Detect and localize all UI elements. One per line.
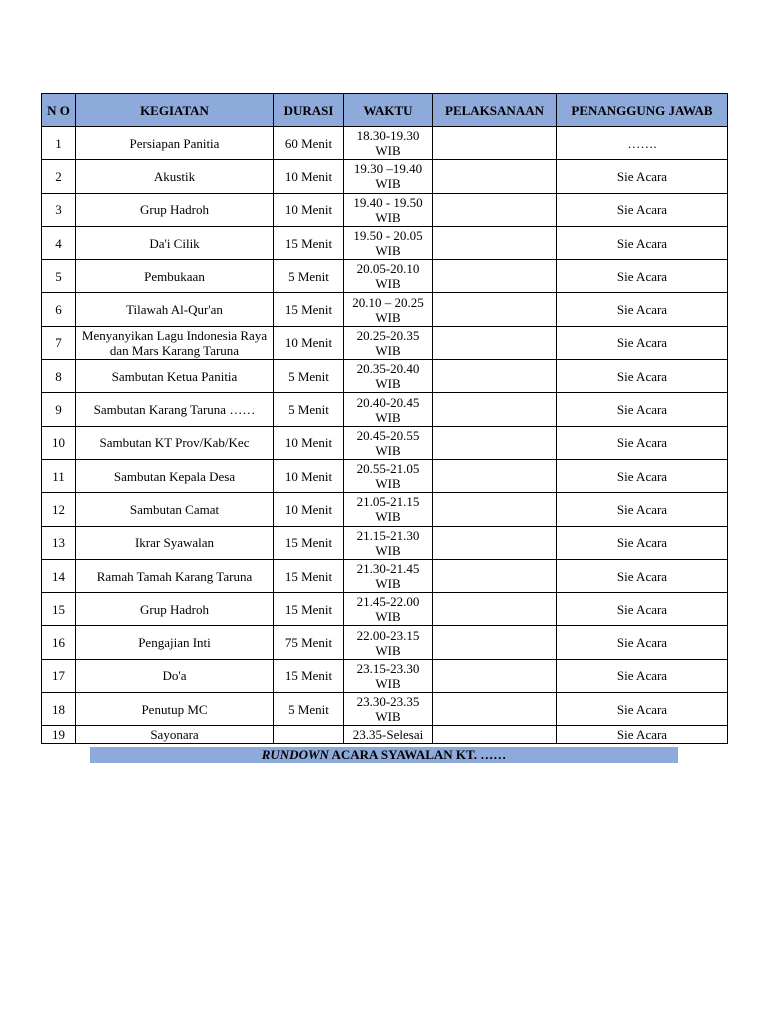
table-row — [42, 726, 728, 744]
cell-waktu: 20.25-20.35 WIB — [344, 326, 433, 359]
table-row — [42, 459, 728, 492]
cell-pelaksanaan — [433, 693, 557, 726]
cell-waktu: 19.50 - 20.05 WIB — [344, 226, 433, 259]
cell-durasi — [274, 726, 344, 744]
cell-no: 9 — [42, 393, 76, 426]
cell-kegiatan: Penutup MC — [76, 693, 274, 726]
cell-penanggung-jawab: Sie Acara — [557, 293, 728, 326]
cell-durasi: 60 Menit — [274, 127, 344, 160]
cell-penanggung-jawab: Sie Acara — [557, 726, 728, 744]
cell-no: 17 — [42, 659, 76, 692]
table-row — [42, 593, 728, 626]
cell-kegiatan: Sambutan Ketua Panitia — [76, 360, 274, 393]
table-row — [42, 559, 728, 592]
cell-pelaksanaan — [433, 127, 557, 160]
cell-waktu: 23.15-23.30 WIB — [344, 659, 433, 692]
cell-pelaksanaan — [433, 193, 557, 226]
cell-kegiatan: Da'i Cilik — [76, 226, 274, 259]
cell-durasi: 15 Menit — [274, 293, 344, 326]
cell-penanggung-jawab: Sie Acara — [557, 626, 728, 659]
table-row — [42, 426, 728, 459]
cell-waktu: 20.40-20.45 WIB — [344, 393, 433, 426]
cell-waktu: 21.30-21.45 WIB — [344, 559, 433, 592]
cell-no: 5 — [42, 260, 76, 293]
cell-no: 16 — [42, 626, 76, 659]
cell-pelaksanaan — [433, 526, 557, 559]
cell-durasi: 5 Menit — [274, 260, 344, 293]
rundown-table — [41, 93, 728, 744]
cell-kegiatan: Tilawah Al-Qur'an — [76, 293, 274, 326]
cell-pelaksanaan — [433, 393, 557, 426]
table-row — [42, 226, 728, 259]
cell-kegiatan: Do'a — [76, 659, 274, 692]
table-row — [42, 360, 728, 393]
cell-pelaksanaan — [433, 593, 557, 626]
table-row — [42, 326, 728, 359]
cell-no: 1 — [42, 127, 76, 160]
cell-penanggung-jawab: Sie Acara — [557, 459, 728, 492]
cell-no: 18 — [42, 693, 76, 726]
cell-pelaksanaan — [433, 459, 557, 492]
table-row — [42, 160, 728, 193]
cell-waktu: 21.05-21.15 WIB — [344, 493, 433, 526]
cell-penanggung-jawab: Sie Acara — [557, 393, 728, 426]
cell-penanggung-jawab: Sie Acara — [557, 559, 728, 592]
cell-waktu: 20.45-20.55 WIB — [344, 426, 433, 459]
cell-pelaksanaan — [433, 426, 557, 459]
header-pelaksanaan: PELAKSANAAN — [433, 94, 557, 127]
cell-waktu: 20.55-21.05 WIB — [344, 459, 433, 492]
cell-pelaksanaan — [433, 659, 557, 692]
cell-pelaksanaan — [433, 226, 557, 259]
cell-kegiatan: Sambutan Camat — [76, 493, 274, 526]
cell-durasi: 10 Menit — [274, 160, 344, 193]
table-row — [42, 260, 728, 293]
cell-waktu: 22.00-23.15 WIB — [344, 626, 433, 659]
cell-pelaksanaan — [433, 360, 557, 393]
cell-durasi: 5 Menit — [274, 693, 344, 726]
cell-durasi: 5 Menit — [274, 393, 344, 426]
cell-durasi: 10 Menit — [274, 493, 344, 526]
cell-no: 10 — [42, 426, 76, 459]
table-row — [42, 193, 728, 226]
cell-kegiatan: Akustik — [76, 160, 274, 193]
cell-durasi: 15 Menit — [274, 559, 344, 592]
cell-waktu: 19.40 - 19.50 WIB — [344, 193, 433, 226]
cell-penanggung-jawab: Sie Acara — [557, 326, 728, 359]
document-caption — [90, 747, 678, 763]
cell-penanggung-jawab: Sie Acara — [557, 226, 728, 259]
cell-no: 8 — [42, 360, 76, 393]
cell-waktu: 21.45-22.00 WIB — [344, 593, 433, 626]
cell-pelaksanaan — [433, 160, 557, 193]
cell-no: 14 — [42, 559, 76, 592]
table-row — [42, 127, 728, 160]
header-no: N O — [42, 94, 76, 127]
cell-waktu: 23.35-Selesai — [344, 726, 433, 744]
cell-no: 6 — [42, 293, 76, 326]
header-penanggung-jawab: PENANGGUNG JAWAB — [557, 94, 728, 127]
cell-durasi: 15 Menit — [274, 526, 344, 559]
cell-penanggung-jawab: Sie Acara — [557, 160, 728, 193]
cell-waktu: 20.35-20.40 WIB — [344, 360, 433, 393]
cell-kegiatan: Sambutan Kepala Desa — [76, 459, 274, 492]
cell-pelaksanaan — [433, 559, 557, 592]
cell-penanggung-jawab: Sie Acara — [557, 659, 728, 692]
cell-waktu: 18.30-19.30 WIB — [344, 127, 433, 160]
cell-no: 19 — [42, 726, 76, 744]
table-row — [42, 293, 728, 326]
cell-no: 15 — [42, 593, 76, 626]
cell-penanggung-jawab: Sie Acara — [557, 360, 728, 393]
cell-kegiatan: Sayonara — [76, 726, 274, 744]
caption-text: ACARA SYAWALAN KT. …… — [328, 747, 507, 762]
caption-italic: RUNDOWN — [261, 747, 329, 762]
cell-durasi: 15 Menit — [274, 659, 344, 692]
cell-pelaksanaan — [433, 326, 557, 359]
table-row — [42, 526, 728, 559]
cell-penanggung-jawab: Sie Acara — [557, 526, 728, 559]
cell-pelaksanaan — [433, 260, 557, 293]
cell-no: 4 — [42, 226, 76, 259]
cell-pelaksanaan — [433, 626, 557, 659]
cell-no: 13 — [42, 526, 76, 559]
cell-durasi: 15 Menit — [274, 226, 344, 259]
cell-penanggung-jawab: ……. — [557, 127, 728, 160]
table-row — [42, 393, 728, 426]
cell-no: 11 — [42, 459, 76, 492]
cell-durasi: 10 Menit — [274, 426, 344, 459]
cell-durasi: 15 Menit — [274, 593, 344, 626]
header-kegiatan: KEGIATAN — [76, 94, 274, 127]
cell-waktu: 23.30-23.35 WIB — [344, 693, 433, 726]
cell-no: 12 — [42, 493, 76, 526]
cell-durasi: 10 Menit — [274, 326, 344, 359]
cell-no: 2 — [42, 160, 76, 193]
cell-kegiatan: Pembukaan — [76, 260, 274, 293]
cell-penanggung-jawab: Sie Acara — [557, 493, 728, 526]
table-row — [42, 659, 728, 692]
cell-waktu: 20.05-20.10 WIB — [344, 260, 433, 293]
cell-kegiatan: Ikrar Syawalan — [76, 526, 274, 559]
cell-no: 7 — [42, 326, 76, 359]
header-waktu: WAKTU — [344, 94, 433, 127]
cell-penanggung-jawab: Sie Acara — [557, 426, 728, 459]
cell-waktu: 19.30 –19.40 WIB — [344, 160, 433, 193]
table-body — [42, 127, 728, 744]
cell-waktu: 20.10 – 20.25 WIB — [344, 293, 433, 326]
cell-durasi: 10 Menit — [274, 459, 344, 492]
cell-kegiatan: Grup Hadroh — [76, 593, 274, 626]
cell-kegiatan: Grup Hadroh — [76, 193, 274, 226]
header-durasi: DURASI — [274, 94, 344, 127]
cell-kegiatan: Pengajian Inti — [76, 626, 274, 659]
cell-no: 3 — [42, 193, 76, 226]
cell-kegiatan: Sambutan Karang Taruna …… — [76, 393, 274, 426]
table-row — [42, 493, 728, 526]
cell-kegiatan: Sambutan KT Prov/Kab/Kec — [76, 426, 274, 459]
cell-durasi: 10 Menit — [274, 193, 344, 226]
cell-kegiatan: Menyanyikan Lagu Indonesia Raya dan Mars Karang Taruna — [76, 326, 274, 359]
cell-pelaksanaan — [433, 493, 557, 526]
cell-penanggung-jawab: Sie Acara — [557, 260, 728, 293]
cell-pelaksanaan — [433, 726, 557, 744]
cell-kegiatan: Ramah Tamah Karang Taruna — [76, 559, 274, 592]
cell-penanggung-jawab: Sie Acara — [557, 593, 728, 626]
table-row — [42, 693, 728, 726]
cell-durasi: 5 Menit — [274, 360, 344, 393]
cell-kegiatan: Persiapan Panitia — [76, 127, 274, 160]
cell-penanggung-jawab: Sie Acara — [557, 193, 728, 226]
header-row — [42, 94, 728, 127]
table-row — [42, 626, 728, 659]
cell-pelaksanaan — [433, 293, 557, 326]
cell-penanggung-jawab: Sie Acara — [557, 693, 728, 726]
cell-durasi: 75 Menit — [274, 626, 344, 659]
cell-waktu: 21.15-21.30 WIB — [344, 526, 433, 559]
table-header — [42, 94, 728, 127]
